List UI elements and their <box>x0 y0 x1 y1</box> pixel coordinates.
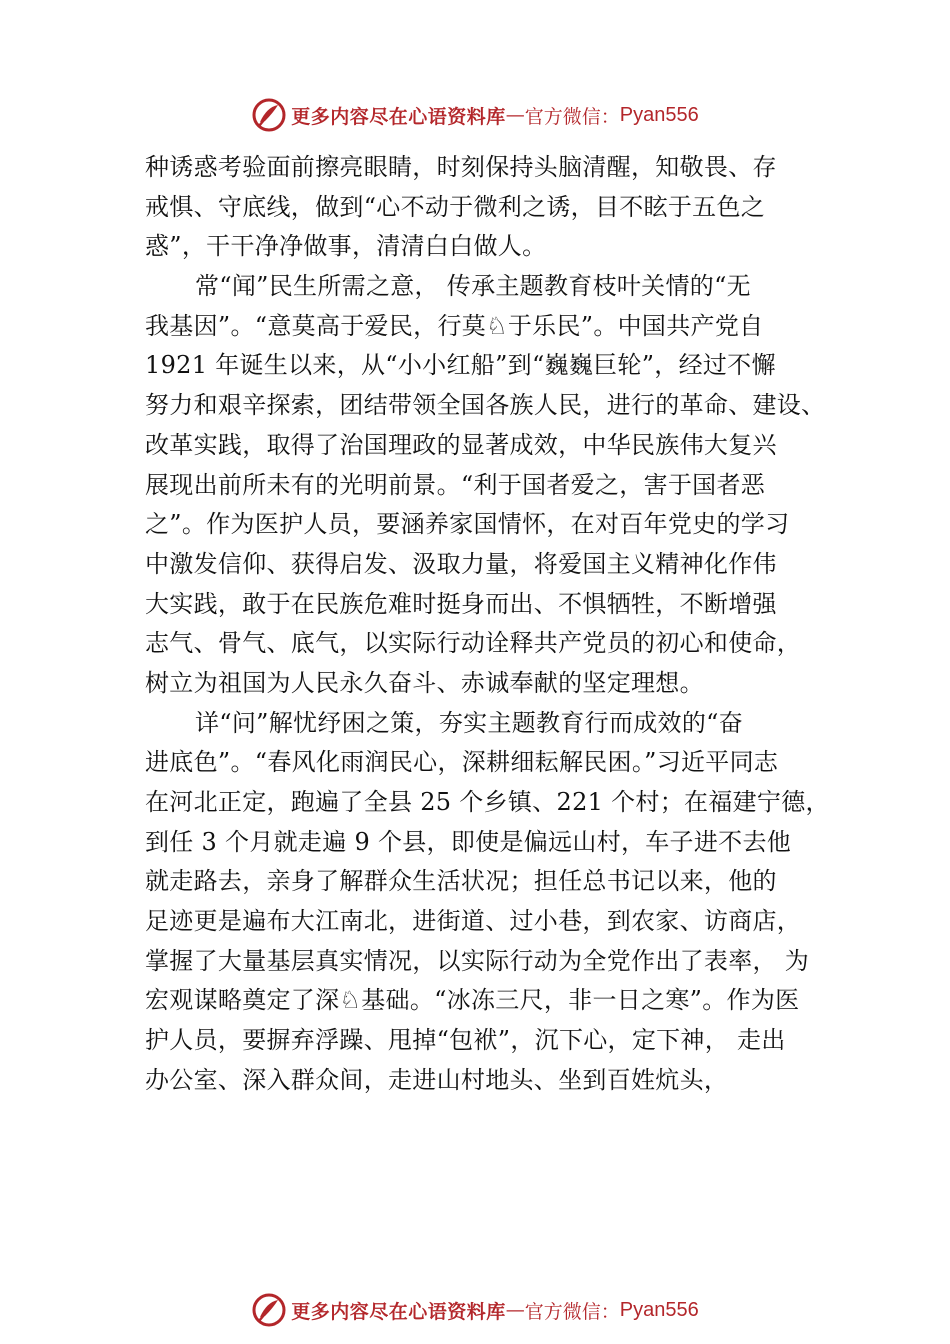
footer-banner <box>0 1290 950 1330</box>
footer-suffix: 官方微信： <box>524 1300 620 1323</box>
header-separator: — <box>505 104 525 126</box>
text-line: 之”。作为医护人员，要涵养家国情怀，在对百年党史的学习 <box>145 510 790 539</box>
text-line: 宏观谋略奠定了深♘基础。“冰冻三尺，非一日之寒”。作为医 <box>145 986 800 1015</box>
text-line: 戒惧、守底线，做到“心不动于微利之诱，目不眩于五色之 <box>145 192 766 221</box>
text-line: 护人员，要摒弃浮躁、甩掉“包袱”，沉下心，定下神， 走出 <box>145 1026 786 1055</box>
text-line: 大实践，敢于在民族危难时挺身而出、不惧牺牲，不断增强 <box>145 589 777 618</box>
text-line: 足迹更是遍布大江南北，进街道、过小巷，到农家、访商店， <box>145 907 802 936</box>
footer-brand-text: 更多内容尽在心语资料库 <box>291 1300 506 1323</box>
text-line: 中激发信仰、获得启发、汲取力量，将爱国主义精神化作伟 <box>145 549 777 578</box>
text-line: 掌握了大量基层真实情况，以实际行动为全党作出了表率， 为 <box>145 946 810 975</box>
text-line: 志气、骨气、底气，以实际行动诠释共产党员的初心和使命， <box>145 629 802 658</box>
text-line: 就走路去，亲身了解群众生活状况；担任总书记以来，他的 <box>145 867 777 896</box>
footer-separator: — <box>505 1299 525 1321</box>
header-wechat-id: Pyan556 <box>619 103 699 126</box>
text-line: 办公室、深入群众间，走进山村地头、坐到百姓炕头， <box>145 1065 729 1094</box>
text-line: 种诱惑考验面前擦亮眼睛，时刻保持头脑清醒，知敬畏、存 <box>145 153 777 181</box>
paragraph-start-line: 常“闻”民生所需之意， 传承主题教育枝叶关情的“无 <box>195 272 751 301</box>
footer-wechat-id: Pyan556 <box>619 1298 699 1321</box>
text-line: 展现出前所未有的光明前景。“利于国者爱之，害于国者恶 <box>145 470 766 499</box>
text-line: 进底色”。“春风化雨润民心，深耕细耘解民困。”习近平同志 <box>145 748 779 777</box>
text-line: 1921 年诞生以来，从“小小红船”到“巍巍巨轮”，经过不懈 <box>145 351 776 380</box>
header-brand-text: 更多内容尽在心语资料库 <box>291 105 506 128</box>
header-suffix: 官方微信： <box>524 105 620 128</box>
text-line: 到任 3 个月就走遍 9 个县，即使是偏远山村，车子进不去他 <box>145 827 792 856</box>
text-line: 树立为祖国为人民永久奋斗、赤诚奉献的坚定理想。 <box>145 668 704 697</box>
brand-logo-icon <box>251 97 287 133</box>
text-line: 惑”，干干净净做事，清清白白做人。 <box>145 232 547 261</box>
text-line: 改革实践，取得了治国理政的显著成效，中华民族伟大复兴 <box>145 430 777 459</box>
text-line: 在河北正定，跑遍了全县 25 个乡镇、221 个村；在福建宁德， <box>145 788 830 816</box>
text-line: 我基因”。“意莫高于爱民，行莫♘于乐民”。中国共产党自 <box>145 311 764 340</box>
brand-logo-icon <box>251 1292 287 1328</box>
header-banner <box>0 95 950 135</box>
text-line: 努力和艰辛探索，团结带领全国各族人民，进行的革命、建设、 <box>145 391 826 420</box>
document-body <box>145 148 835 1101</box>
paragraph-start-line: 详“问”解忧纾困之策，夯实主题教育行而成效的“奋 <box>195 708 744 737</box>
